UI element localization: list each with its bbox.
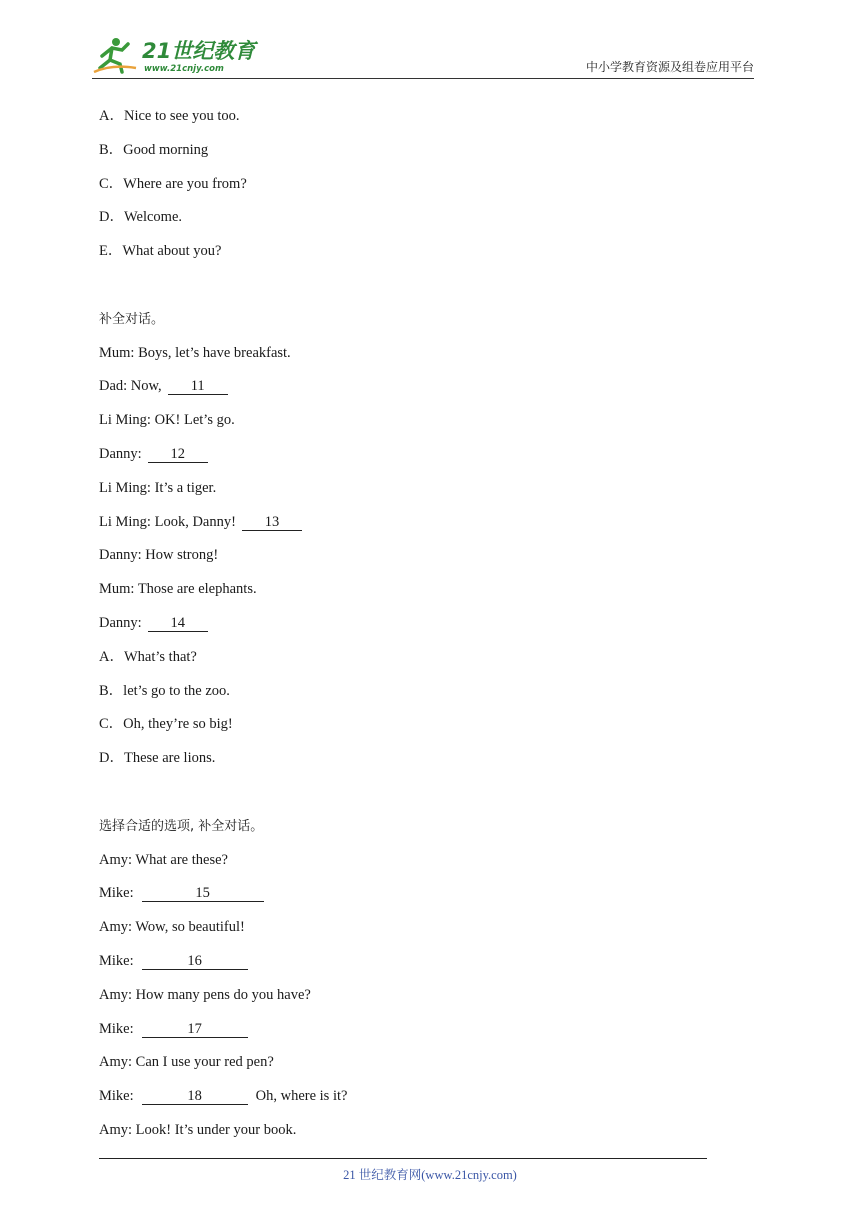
- option-e: [99, 235, 739, 269]
- dialogue-line: [99, 337, 739, 371]
- dialogue-text: Amy: How many pens do you have?: [99, 986, 311, 1003]
- dialogue-text: Li Ming: OK! Let’s go.: [99, 412, 235, 429]
- footer-divider: [99, 1158, 707, 1159]
- option-letter: B．: [99, 141, 124, 158]
- option-letter: C．: [99, 716, 124, 733]
- answer-blank-13[interactable]: 13: [242, 514, 302, 531]
- dialogue-line: [99, 1114, 739, 1148]
- dialogue-line: [99, 1046, 739, 1080]
- option-text: What about you?: [122, 243, 222, 260]
- option-text: Welcome.: [123, 209, 182, 226]
- dialogue-text: Danny:: [99, 445, 142, 462]
- dialogue-line: [99, 607, 739, 641]
- dialogue-text: Amy: What are these?: [99, 851, 228, 868]
- logo-21cnjy: [92, 34, 262, 76]
- dialogue-text: Danny: How strong!: [99, 547, 219, 564]
- option-text: Oh, they’re so big!: [123, 716, 233, 733]
- option-letter: E．: [99, 243, 123, 260]
- option-d: [99, 742, 739, 776]
- option-c: [99, 708, 739, 742]
- option-text: These are lions.: [123, 750, 216, 767]
- option-b: [99, 675, 739, 709]
- dialogue-line: [99, 1080, 739, 1114]
- dialogue-text: Li Ming: Look, Danny!: [99, 513, 236, 530]
- answer-blank-15[interactable]: 15: [142, 885, 264, 902]
- option-d: [99, 201, 739, 235]
- option-text: let’s go to the zoo.: [123, 682, 230, 699]
- answer-blank-12[interactable]: 12: [148, 446, 208, 463]
- dialogue-line: [99, 539, 739, 573]
- dialogue-line: [99, 844, 739, 878]
- spacer: [99, 776, 739, 810]
- option-letter: B．: [99, 682, 124, 699]
- option-text: Nice to see you too.: [123, 108, 240, 124]
- option-letter: A．: [99, 648, 124, 665]
- dialogue-text: Mum: Those are elephants.: [99, 581, 257, 598]
- dialogue-line: [99, 370, 739, 404]
- section1-options: [99, 100, 739, 269]
- document-body: [99, 100, 739, 1148]
- dialogue-text: Mike:: [99, 1088, 134, 1105]
- dialogue-line: [99, 979, 739, 1013]
- option-text: Where are you from?: [123, 175, 247, 192]
- option-b: [99, 134, 739, 168]
- page-header: [92, 34, 754, 79]
- option-letter: D．: [99, 209, 124, 226]
- section3-instruction: 选择合适的选项, 补全对话。: [99, 818, 264, 834]
- dialogue-line: [99, 945, 739, 979]
- footer-source: 21 世纪教育网(www.21cnjy.com): [343, 1168, 517, 1182]
- dialogue-line: [99, 438, 739, 472]
- section2-instruction: 补全对话。: [99, 311, 165, 327]
- answer-blank-17[interactable]: 17: [142, 1021, 248, 1038]
- answer-blank-16[interactable]: 16: [142, 953, 248, 970]
- spacer: [99, 269, 739, 303]
- dialogue-line: [99, 1013, 739, 1047]
- dialogue-text: Mum: Boys, let’s have breakfast.: [99, 344, 291, 361]
- option-c: [99, 168, 739, 202]
- dialogue-text: Dad: Now,: [99, 378, 162, 395]
- dialogue-line: [99, 404, 739, 438]
- svg-text:www.21cnjy.com: www.21cnjy.com: [144, 64, 224, 74]
- dialogue-text: Mike:: [99, 1020, 134, 1037]
- answer-blank-14[interactable]: 14: [148, 615, 208, 632]
- dialogue-text: Amy: Wow, so beautiful!: [99, 919, 245, 936]
- dialogue-line: [99, 472, 739, 506]
- option-a: [99, 100, 739, 134]
- option-letter: C．: [99, 175, 124, 192]
- dialogue-text: Oh, where is it?: [255, 1088, 348, 1105]
- dialogue-text: Mike:: [99, 952, 134, 969]
- header-platform-text: 中小学教育资源及组卷应用平台: [585, 60, 754, 74]
- dialogue-text: Amy: Look! It’s under your book.: [99, 1121, 297, 1138]
- svg-text:21世纪教育: 21世纪教育: [142, 39, 256, 63]
- dialogue-text: Li Ming: It’s a tiger.: [99, 479, 217, 496]
- option-text: Good morning: [123, 141, 209, 158]
- option-a: [99, 641, 739, 675]
- dialogue-line: [99, 911, 739, 945]
- option-text: What’s that?: [123, 648, 197, 665]
- option-letter: D．: [99, 750, 124, 767]
- dialogue-text: Amy: Can I use your red pen?: [99, 1054, 274, 1071]
- answer-blank-11[interactable]: 11: [168, 378, 228, 395]
- dialogue-text: Danny:: [99, 614, 142, 631]
- option-letter: A．: [99, 108, 124, 124]
- dialogue-line: [99, 573, 739, 607]
- dialogue-line: [99, 506, 739, 540]
- dialogue-text: Mike:: [99, 885, 134, 902]
- dialogue-line: [99, 877, 739, 911]
- answer-blank-18[interactable]: 18: [142, 1088, 248, 1105]
